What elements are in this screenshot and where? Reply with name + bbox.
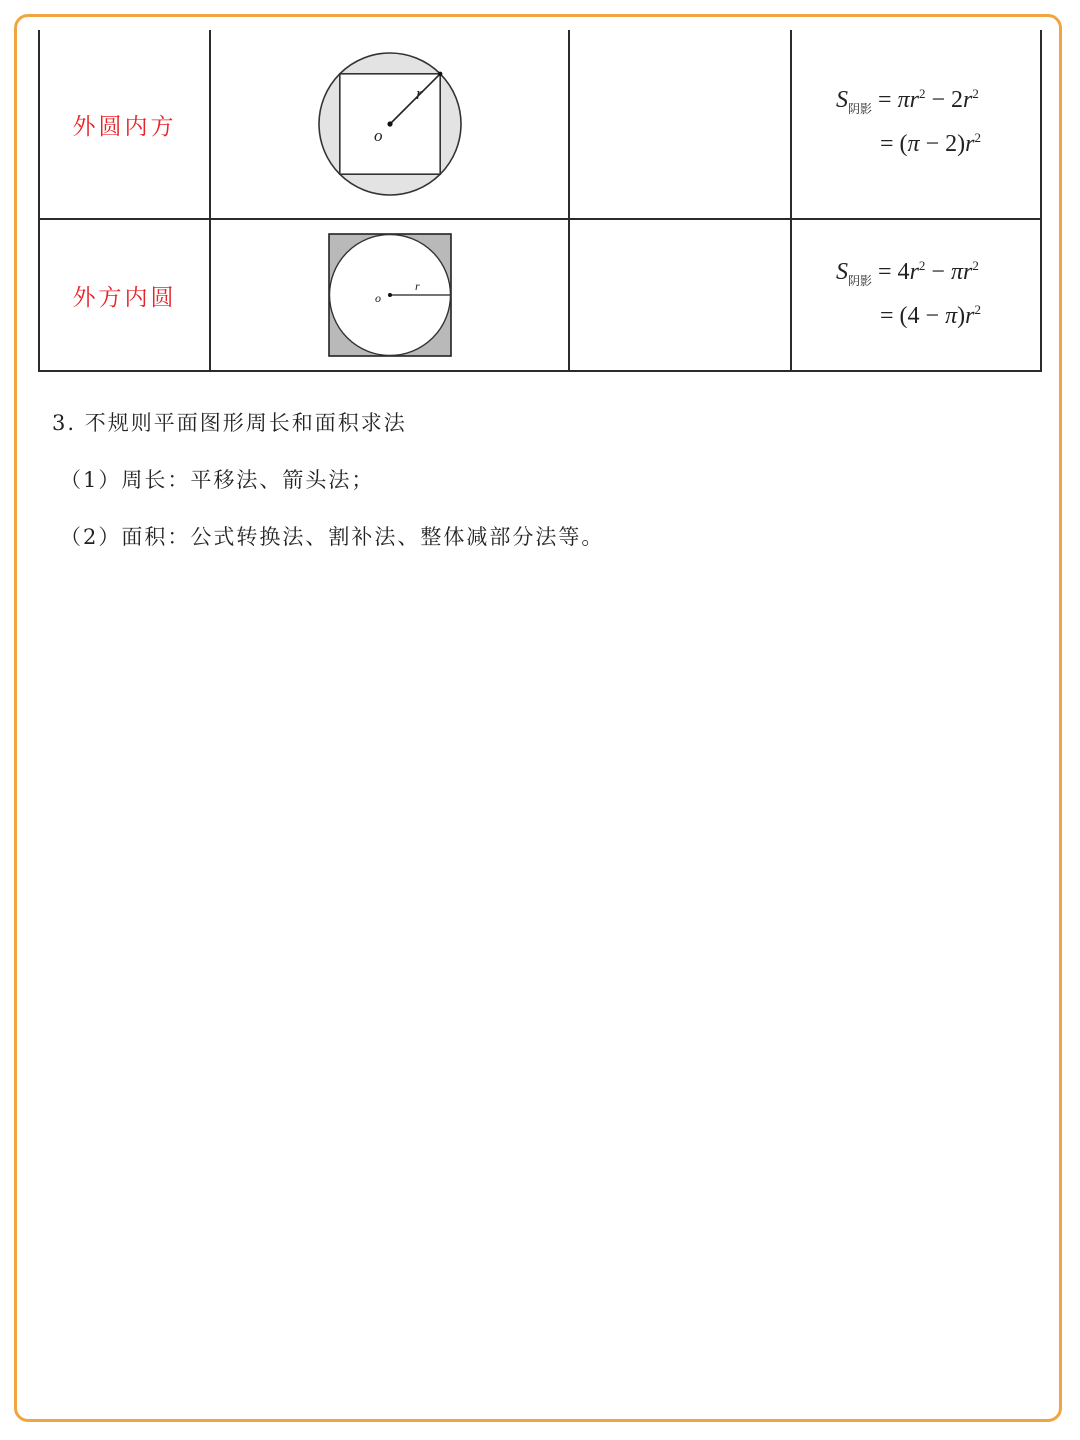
center-label: o xyxy=(374,291,381,305)
methods-section xyxy=(52,404,1032,575)
section-heading: 3. 不规则平面图形周长和面积求法 xyxy=(52,411,407,435)
radius-label: r xyxy=(414,279,420,293)
formula-line-2: = $(4 - \pi)r^2$ xyxy=(880,302,981,329)
table-row xyxy=(39,30,1041,219)
shape-name: 外方内圆 xyxy=(72,284,177,311)
square-with-inscribed-circle-figure xyxy=(328,233,452,357)
list-item: （1）周长：平移法、箭头法； xyxy=(60,468,375,492)
formula-cell xyxy=(791,219,1041,371)
figure-cell xyxy=(210,30,569,219)
shapes-table xyxy=(38,30,1042,372)
table-row xyxy=(39,219,1041,371)
shape-name-cell xyxy=(39,219,210,371)
center-dot xyxy=(387,121,392,126)
center-dot xyxy=(388,293,392,297)
formula-cell xyxy=(791,30,1041,219)
formula-line-2: = $(\pi - 2)r^2$ xyxy=(880,130,981,157)
radius-label: r xyxy=(415,84,423,103)
empty-cell xyxy=(569,30,791,219)
corner-dot xyxy=(438,72,442,76)
formula-line-1: $S_{阴影} = \pi r^2 - 2r^2$ xyxy=(836,86,979,116)
figure-cell xyxy=(210,219,569,371)
area-formula xyxy=(792,220,1040,370)
list-item: （2）面积：公式转换法、割补法、整体减部分法等。 xyxy=(60,525,605,549)
empty-cell xyxy=(569,219,791,371)
circle-with-inscribed-square-figure xyxy=(315,49,465,199)
formula-line-1: $S_{阴影} = 4r^2 - \pi r^2$ xyxy=(836,258,979,288)
center-label: o xyxy=(373,126,382,145)
shape-name: 外圆内方 xyxy=(72,113,177,140)
area-formula xyxy=(792,30,1040,218)
shape-name-cell xyxy=(39,30,210,219)
